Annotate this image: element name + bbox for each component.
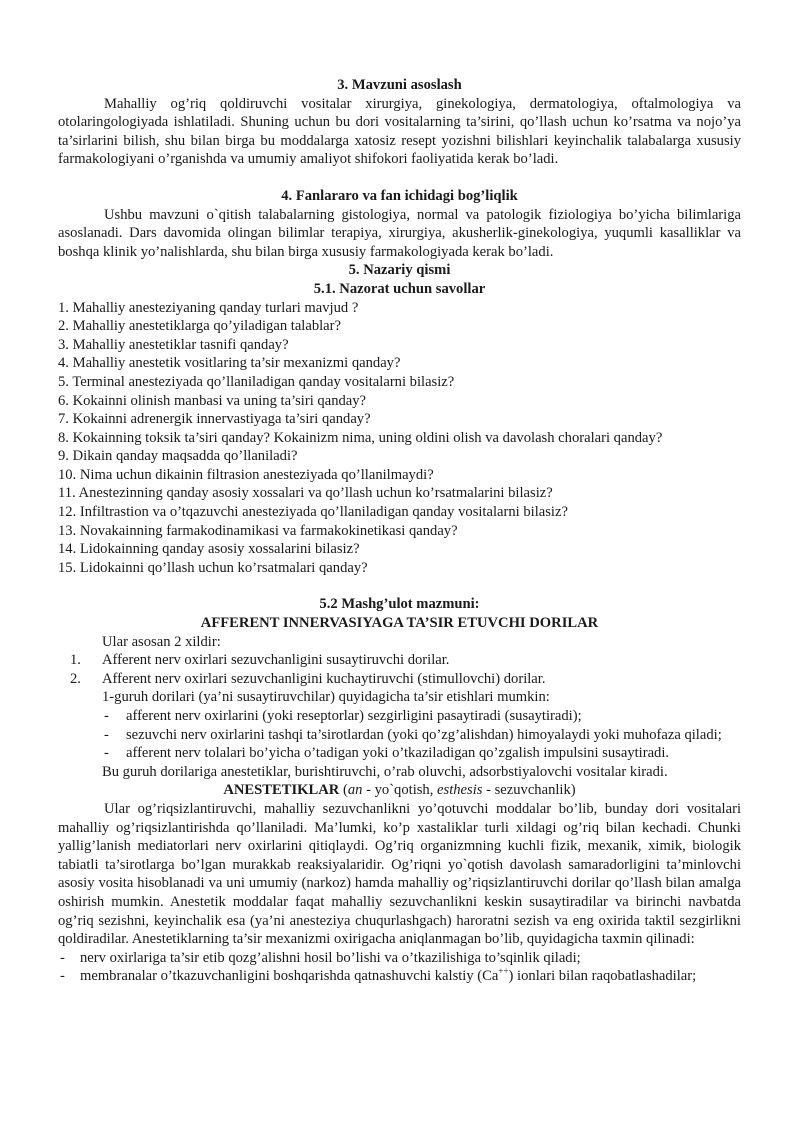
question-item: 12. Infiltrastion va o’tqazuvchi anesteziyada qo’llaniladigan qanday vositalarni bilasiz?: [58, 504, 568, 521]
anestetiklar-title: ANESTETIKLAR (an - yo`qotish, esthesis - sezuvchanlik): [223, 782, 576, 799]
question-item: 11. Anestezinning qanday asosiy xossalari va qo’llash uchun ko’rsatmalarini bilasiz?: [58, 485, 553, 502]
question-item: 3. Mahalliy anestetiklar tasnifi qanday?: [58, 336, 289, 353]
afferent-title: AFFERENT INNERVASIYAGA TA’SIR ETUVCHI DORILAR: [200, 615, 599, 632]
question-item: 7. Kokainni adrenergik innervastiyaga ta’siri qanday?: [58, 411, 371, 428]
section-3-title: 3. Mavzuni asoslash: [337, 77, 462, 93]
section-5-2-title: 5.2 Mashg’ulot mazmuni:: [319, 596, 480, 613]
question-item: 2. Mahalliy anestetiklarga qo’yiladigan talablar?: [58, 318, 341, 335]
effects-list: [58, 707, 741, 763]
section-5-title: 5. Nazariy qismi: [348, 262, 451, 279]
question-item: 15. Lidokainni qo’llash uchun ko’rsatmalari qanday?: [58, 559, 368, 576]
question-item: 8. Kokainning toksik ta’siri qanday? Kokainizm nima, uning oldini olish va davolash choralari qanday?: [58, 429, 663, 446]
list-item: 2. Afferent nerv oxirlari sezuvchanligini kuchaytiruvchi (stimullovchi) dorilar.: [70, 670, 546, 687]
list-item: - afferent nerv oxirlarini (yoki reseptorlar) sezgirligini pasaytiradi (susaytiradi);: [104, 708, 582, 724]
anestetiklar-text: Ular og’riqsizlantiruvchi, mahalliy sezuvchanlikni yo’qotuvchi moddalar bo’lib, bunday dori vositalari mahalliy og’riqsizlantirishda qo’llaniladi. Ma’lumki, ko’p xastaliklar turli xildagi og’riq bilan kechadi. Chunki yallig’lanish mediatorlari nerv oxirlarini qitiqlaydi. Og’riq organizmning kuchli fizik, mexanik, ximik, biologik tabiatli ta’sirotlarga bo’lgan murakkab reaksiyalaridir. Og’riqni yo`qotish davolash samaradorligini ta’minlovchi asosiy vosita hisoblanadi va uni umumiy (narkoz) hamda mahalliy og’riqsizlantiruvchi dorilar qo’llash bilan amalga oshirish mumkin. Anestetik moddalar faqat mahalliy sezuvchanlikni keskin susaytiradilar va birinchi navbatda og’riq sezishni, keyinchalik esa (ya’ni anesteziya chuqurlashgach) haroratni sezish va eng oxirida taktil sezgirlikni qoldiradilar. Anestetiklarning ta’sir mexanizmi oxirigacha aniqlanmagan bo’lib, quyidagicha taxmin qilinadi:: [58, 800, 741, 948]
section-5-1-title: 5.1. Nazorat uchun savollar: [313, 280, 486, 297]
list-item: 1. Afferent nerv oxirlari sezuvchanligini susaytiruvchi dorilar.: [70, 652, 450, 669]
groups-intro: Ular asosan 2 xildir:: [102, 633, 221, 650]
questions-list: [58, 299, 741, 578]
question-item: 1. Mahalliy anesteziyaning qanday turlari mavjud ?: [58, 299, 359, 316]
question-item: 6. Kokainni olinish manbasi va uning ta’siri qanday?: [58, 392, 367, 409]
question-item: 4. Mahalliy anestetik vositlaring ta’sir mexanizmi qanday?: [58, 355, 401, 372]
mechanism-list: [58, 949, 741, 986]
list-item: - afferent nerv tolalari bo’yicha o’tadigan yoki o’tkaziladigan qo’zgalish impulsini susaytiradi.: [104, 745, 670, 762]
group1-lead: 1-guruh dorilari (ya’ni susaytiruvchilar) quyidagicha ta’sir etishlari mumkin:: [102, 689, 550, 706]
list-item: - sezuvchi nerv oxirlarini tashqi ta’sirotlardan (yoki qo’zg’alishdan) himoyalaydi yoki muhofaza qiladi;: [104, 726, 722, 743]
question-item: 10. Nima uchun dikainin filtrasion anesteziyada qo’llanilmaydi?: [58, 466, 434, 483]
page-content: [58, 76, 741, 986]
list-item: - nerv oxirlariga ta’sir etib qozg’alishni hosil bo’lishi va o’tkazilishiga to’sqinlik qiladi;: [60, 949, 581, 966]
section-4-title: 4. Fanlararo va fan ichidagi bog’liqlik: [281, 187, 518, 204]
section-3-text: Mahalliy og’riq qoldiruvchi vositalar xirurgiya, ginekologiya, dermatologiya, oftalmologiya va otolaringologiyada ishlatiladi. Shuning uchun bu dori vositalarning ta’sirini, qo’llash uchun ko’rsatma va nojo’ya ta’sirlarini bilish, shu bilan birga bu moddalarga xatosiz resept yozishni bilishlari keyinchalik talabalarga xususiy farmakologiyani o’rganishda va umumiy amaliyot shifokori faoliyatida kerak bo’ladi.: [58, 95, 741, 168]
groups-list: [58, 651, 741, 688]
list-item: - membranalar o’tkazuvchanligini boshqarishda qatnashuvchi kalstiy (Ca++) ionlari bilan raqobatlashadilar;: [60, 966, 697, 985]
question-item: 13. Novakainning farmakodinamikasi va farmakokinetikasi qanday?: [58, 522, 458, 539]
group1-drugs: Bu guruh dorilariga anestetiklar, burishtiruvchi, o’rab oluvchi, adsorbstiyalovchi vositalar kiradi.: [102, 763, 668, 780]
question-item: 9. Dikain qanday maqsadda qo’llaniladi?: [58, 448, 298, 465]
section-4-text: Ushbu mavzuni o`qitish talabalarning gistologiya, normal va patologik fiziologiya bo’yicha bilimlariga asoslanadi. Dars davomida olingan bilimlar terapiya, xirurgiya, akusherlik-ginekologiya, yuqumli kasalliklar va boshqa klinik yo’nalishlarda, shu bilan birga xususiy farmakologiyada kerak bo’ladi.: [58, 206, 741, 260]
question-item: 5. Terminal anesteziyada qo’llaniladigan qanday vositalarni bilasiz?: [58, 373, 455, 390]
question-item: 14. Lidokainning qanday asosiy xossalarini bilasiz?: [58, 541, 360, 558]
